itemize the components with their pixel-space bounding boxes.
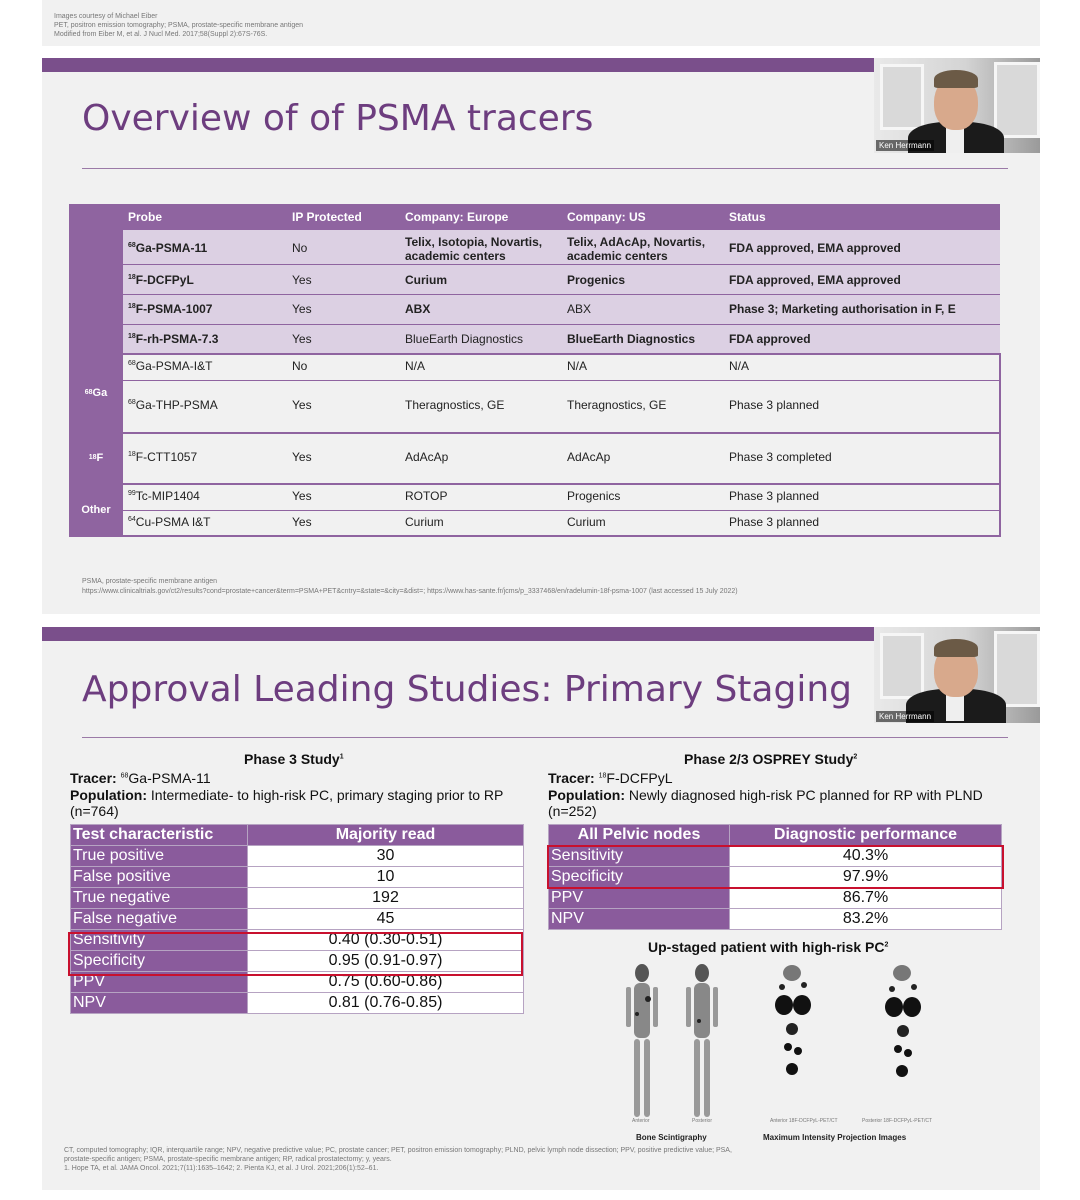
left-population: Population: Intermediate- to high-risk PC, primary staging prior to RP (n=764) <box>70 787 504 819</box>
table-row: PPV 0.75 (0.60-0.86) <box>71 972 524 993</box>
europe-value: Curium <box>405 515 444 529</box>
status-value: N/A <box>729 359 750 373</box>
table-row: NPV 0.81 (0.76-0.85) <box>71 993 524 1014</box>
status-value: FDA approved, EMA approved <box>729 273 901 287</box>
col-header: Diagnostic performance <box>730 825 1002 846</box>
table-row: $^{18}$F-CTT1057 <box>128 450 198 464</box>
group-ga-label: 68 Ga <box>69 353 123 432</box>
table-row: Specificity 97.9% <box>549 867 1002 888</box>
top-note: PET, positron emission tomography; PSMA, prostate-specific membrane antigen <box>54 22 304 29</box>
previous-slide-strip <box>42 0 1040 46</box>
status-value: Phase 3 planned <box>729 515 820 529</box>
status-value: Phase 3; Marketing authorisation in F, E <box>729 302 956 316</box>
scan-label: Anterior 18F-DCFPyL-PET/CT <box>770 1118 838 1124</box>
presenter-video-thumbnail[interactable] <box>874 627 1040 723</box>
footnote: CT, computed tomography; IQR, interquartile range; NPV, negative predictive value; PC, prostate cancer; PET, positron emission tomography; PLND, pelvic lymph node dissection; PPV, positive predictive value; PSA, <box>64 1147 732 1154</box>
scan-label: Posterior <box>692 1118 713 1124</box>
us-value: Progenics <box>567 273 626 287</box>
col-header-us: Company: US <box>567 210 646 224</box>
europe-value: Curium <box>405 273 447 287</box>
presenter-video-thumbnail[interactable] <box>874 58 1040 153</box>
ip-value: Yes <box>292 450 312 464</box>
us-value: BlueEarth Diagnostics <box>567 332 696 346</box>
us-value: AdAcAp <box>567 450 611 464</box>
europe-value: Theragnostics, GE <box>405 398 505 412</box>
scan-label: Anterior <box>632 1118 650 1124</box>
europe-value: Telix, Isotopia, Novartis, academic centers <box>405 235 543 263</box>
group-other-label: Other <box>69 484 123 536</box>
ip-value: Yes <box>292 273 312 287</box>
footnote: PSMA, prostate-specific membrane antigen <box>82 578 218 585</box>
top-note: Images courtesy of Michael Eiber <box>54 13 158 20</box>
col-header: Majority read <box>248 825 524 846</box>
caption-mip: Maximum Intensity Projection Images <box>763 1133 907 1142</box>
table-row: False negative 45 <box>71 909 524 930</box>
left-tracer: Tracer: $^{68}$Ga-PSMA-11 <box>70 770 211 786</box>
page-title: Overview of of PSMA tracers <box>82 98 594 139</box>
footnote-urls: https://www.clinicaltrials.gov/ct2/results?cond=prostate+cancer&term=PSMA+PET&cntry=&state=&city=&dist=; https://www.has-sante.fr/jcms/p_3337468/en/radelumin-18f-psma-1007 (last accessed 15 July 2022) <box>82 588 738 595</box>
ip-value: Yes <box>292 302 312 316</box>
europe-value: ROTOP <box>405 489 448 503</box>
us-value: Curium <box>567 515 606 529</box>
approved-group-column <box>69 230 123 353</box>
footnote-references: 1. Hope TA, et al. JAMA Oncol. 2021;7(11):1635–1642; 2. Pienta KJ, et al. J Urol. 2021;206(1):52–61. <box>64 1165 379 1172</box>
title-divider <box>82 737 1008 738</box>
table-row: $^{68}$Ga-THP-PSMA <box>128 398 218 412</box>
table-row: $^{18}$F-rh-PSMA-7.3 <box>128 332 219 346</box>
table-row: Specificity 0.95 (0.91-0.97) <box>71 951 524 972</box>
slide-top-bar <box>42 58 874 72</box>
europe-value: AdAcAp <box>405 450 449 464</box>
table-row: True positive 30 <box>71 846 524 867</box>
group-f-label: 18 F <box>69 433 123 483</box>
highlight-box <box>547 845 1004 889</box>
table-row: $^{18}$F-PSMA-1007 <box>128 302 213 316</box>
status-value: FDA approved <box>729 332 811 346</box>
col-header: Test characteristic <box>71 825 248 846</box>
left-results-table <box>70 824 524 1014</box>
highlight-box <box>68 932 523 976</box>
ip-value: Yes <box>292 515 312 529</box>
slide-top-bar <box>42 627 874 641</box>
presenter-name: Ken Herrmann <box>876 711 934 722</box>
table-row: False positive 10 <box>71 867 524 888</box>
table-row: $^{99}$Tc-MIP1404 <box>128 489 200 503</box>
title-divider <box>82 168 1008 169</box>
table-row: NPV 83.2% <box>549 909 1002 930</box>
col-header-status: Status <box>729 210 766 224</box>
us-value: N/A <box>567 359 588 373</box>
status-value: Phase 3 planned <box>729 398 820 412</box>
col-header-europe: Company: Europe <box>405 210 509 224</box>
us-value: Theragnostics, GE <box>567 398 667 412</box>
col-header: All Pelvic nodes <box>549 825 730 846</box>
us-value: Telix, AdAcAp, Novartis, academic centers <box>567 235 706 263</box>
table-row: PPV 86.7% <box>549 888 1002 909</box>
figure-title: Up-staged patient with high-risk $PC^2$ <box>648 939 889 955</box>
table-row: $^{18}$F-DCFPyL <box>128 273 194 287</box>
ip-value: Yes <box>292 398 312 412</box>
table-row: $^{68}$Ga-PSMA-I&T <box>128 359 213 373</box>
table-row: $^{68}$Ga-PSMA-11 <box>128 241 208 255</box>
left-study-heading: Phase 3 Study$^1$ <box>244 751 344 767</box>
footnote: prostate-specific antigen; PSMA, prostate-specific membrane antigen; RP, radical prostatectomy; y, years. <box>64 1156 392 1163</box>
caption-bone-scintigraphy: Bone Scintigraphy <box>636 1133 707 1142</box>
right-tracer: Tracer: $^{18}$F-DCFPyL <box>548 770 673 786</box>
right-population: Population: Newly diagnosed high-risk PC planned for RP with PLND (n=252) <box>548 787 983 819</box>
table-row: Sensitivity 40.3% <box>549 846 1002 867</box>
presenter-name: Ken Herrmann <box>876 140 934 151</box>
europe-value: BlueEarth Diagnostics <box>405 332 524 346</box>
ip-value: Yes <box>292 332 312 346</box>
europe-value: ABX <box>405 302 431 316</box>
page-title: Approval Leading Studies: Primary Staging <box>82 669 852 710</box>
us-value: Progenics <box>567 489 621 503</box>
ip-value: No <box>292 359 308 373</box>
tracer-table-header <box>69 204 1000 230</box>
top-note: Modified from Eiber M, et al. J Nucl Med. 2017;58(Suppl 2):67S-76S. <box>54 31 268 38</box>
status-value: Phase 3 completed <box>729 450 832 464</box>
us-value: ABX <box>567 302 592 316</box>
right-study-heading: Phase 2/3 OSPREY Study$^2$ <box>684 751 858 767</box>
table-row: Sensitivity 0.40 (0.30-0.51) <box>71 930 524 951</box>
status-value: FDA approved, EMA approved <box>729 241 901 255</box>
europe-value: N/A <box>405 359 426 373</box>
ip-value: Yes <box>292 489 312 503</box>
col-header-probe: Probe <box>128 210 163 224</box>
scan-label: Posterior 18F-DCFPyL-PET/CT <box>862 1118 933 1124</box>
table-row: True negative 192 <box>71 888 524 909</box>
status-value: Phase 3 planned <box>729 489 820 503</box>
table-row: $^{64}$Cu-PSMA I&T <box>128 515 211 529</box>
col-header-ip: IP Protected <box>292 210 362 224</box>
ip-value: No <box>292 241 308 255</box>
